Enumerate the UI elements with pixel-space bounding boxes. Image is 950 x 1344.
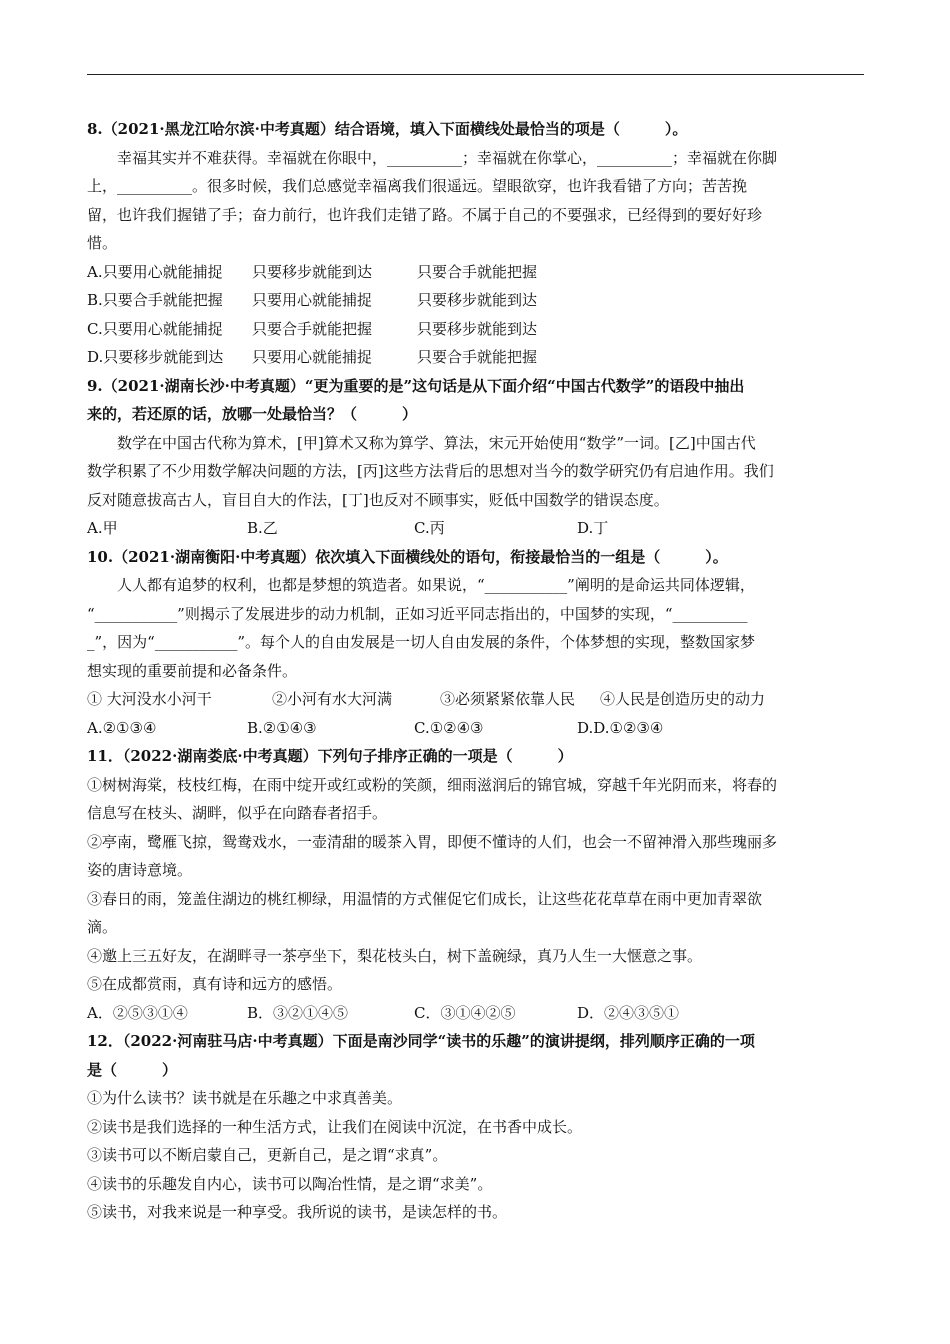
question-10-passage-line: “___________”则揭示了发展进步的动力机制，正如习近平同志指出的，中国梦的实现，“__________ xyxy=(87,604,748,623)
question-9-heading: 9.（2021·湖南长沙·中考真题）“更为重要的是”这句话是从下面介绍“中国古代数学”的语段中抽出 xyxy=(87,376,745,395)
question-8-passage-line: 幸福其实并不难获得。幸福就在你眼中，__________；幸福就在你掌心，__________；幸福就在你脚 xyxy=(117,148,778,167)
question-8-heading: 8.（2021·黑龙江哈尔滨·中考真题）结合语境，填入下面横线处最恰当的项是（ ）。 xyxy=(87,120,688,138)
question-8-option-a: A.只要用心就能捕捉 只要移步就能到达 只要合手就能把握 xyxy=(87,262,538,281)
question-12-line: ①为什么读书？读书就是在乐趣之中求真善美。 xyxy=(87,1089,403,1107)
question-12-line: ③读书可以不断启蒙自己，更新自己，是之谓“求真”。 xyxy=(87,1146,448,1164)
question-10-passage-line: 想实现的重要前提和必备条件。 xyxy=(87,661,298,680)
header-rule xyxy=(87,74,864,75)
question-12-heading: 是（ ） xyxy=(87,1060,178,1079)
document-body xyxy=(87,115,862,1227)
question-11-line: 信息写在枝头、湖畔，似乎在向踏春者招手。 xyxy=(87,804,388,822)
question-9-options: A.甲 B.乙 C.丙 D.丁 xyxy=(87,519,609,537)
question-12-line: ④读书的乐趣发自内心，读书可以陶冶性情，是之谓“求美”。 xyxy=(87,1174,493,1193)
question-11-line: ④邀上三五好友，在湖畔寻一茶亭坐下，梨花枝头白，树下盖碗绿，真乃人生一大惬意之事。 xyxy=(87,946,703,965)
question-10-options: A.②①③④ B.②①④③ C.①②④③ D.D.①②③④ xyxy=(87,718,664,737)
question-8-passage-line: 上，__________。很多时候，我们总感觉幸福离我们很遥远。望眼欲穿，也许我看错了方向；苦苦挽 xyxy=(87,177,748,195)
question-12-heading: 12．（2022·河南驻马店·中考真题）下面是南沙同学“读书的乐趣”的演讲提纲，排列顺序正确的一项 xyxy=(87,1032,755,1050)
question-9-heading: 来的，若还原的话，放哪一处最恰当？（ ） xyxy=(87,405,418,423)
question-9-passage-line: 反对随意拔高古人，盲目自大的作法，[丁]也反对不顾事实，贬低中国数学的错误态度。 xyxy=(87,490,669,509)
question-11-line: ⑤在成都赏雨，真有诗和远方的感悟。 xyxy=(87,975,343,993)
question-11-line: ②亭南，鹭雁飞掠，鸳鸯戏水，一壶清甜的暖茶入胃，即便不懂诗的人们，也会一不留神滑入那些瑰丽多 xyxy=(87,832,778,851)
question-12-line: ②读书是我们选择的一种生活方式，让我们在阅读中沉淀，在书香中成长。 xyxy=(87,1117,583,1136)
question-11-heading: 11．（2022·湖南娄底·中考真题）下列句子排序正确的一项是（ ） xyxy=(87,747,573,765)
question-11-line: 姿的唐诗意境。 xyxy=(87,861,193,879)
question-11-line: ①树树海棠，枝枝红梅，在雨中绽开或红或粉的笑颜，细雨滋润后的锦官城，穿越千年光阴而来，将春的 xyxy=(87,775,778,794)
question-11-options: A．②⑤③①④ B．③②①④⑤ C．③①④②⑤ D．②④③⑤① xyxy=(87,1003,680,1022)
question-8-passage-line: 惜。 xyxy=(87,234,118,252)
question-8-option-c: C.只要用心就能捕捉 只要合手就能把握 只要移步就能到达 xyxy=(87,319,538,338)
question-8-option-b: B.只要合手就能把握 只要用心就能捕捉 只要移步就能到达 xyxy=(87,291,538,309)
question-11-line: ③春日的雨，笼盖住湖边的桃红柳绿，用温情的方式催促它们成长，让这些花花草草在雨中更加青翠欲 xyxy=(87,889,763,908)
question-8-passage-line: 留，也许我们握错了手；奋力前行，也许我们走错了路。不属于自己的不要强求，已经得到的要好好珍 xyxy=(87,205,763,224)
question-12-line: ⑤读书，对我来说是一种享受。我所说的读书，是读怎样的书。 xyxy=(87,1203,508,1221)
question-10-items: ① 大河没水小河干 ②小河有水大河满 ③必须紧紧依靠人民 ④人民是创造历史的动力 xyxy=(87,690,766,708)
question-10-passage-line: _”，因为“___________”。每个人的自由发展是一切人自由发展的条件，个体梦想的实现，整数国家梦 xyxy=(87,633,756,651)
question-10-heading: 10.（2021·湖南衡阳·中考真题）依次填入下面横线处的语句，衔接最恰当的一组是（ ）。 xyxy=(87,547,728,566)
question-8-option-d: D.只要移步就能到达 只要用心就能捕捉 只要合手就能把握 xyxy=(87,348,538,366)
question-10-passage-line: 人人都有追梦的权利，也都是梦想的筑造者。如果说，“___________”阐明的是命运共同体逻辑， xyxy=(117,576,755,594)
question-11-line: 滴。 xyxy=(87,918,118,936)
question-9-passage-line: 数学在中国古代称为算术，[甲]算术又称为算学、算法，宋元开始使用“数学”一词。[乙]中国古代 xyxy=(117,433,756,452)
question-9-passage-line: 数学积累了不少用数学解决问题的方法，[丙]这些方法背后的思想对当今的数学研究仍有启迪作用。我们 xyxy=(87,462,774,480)
